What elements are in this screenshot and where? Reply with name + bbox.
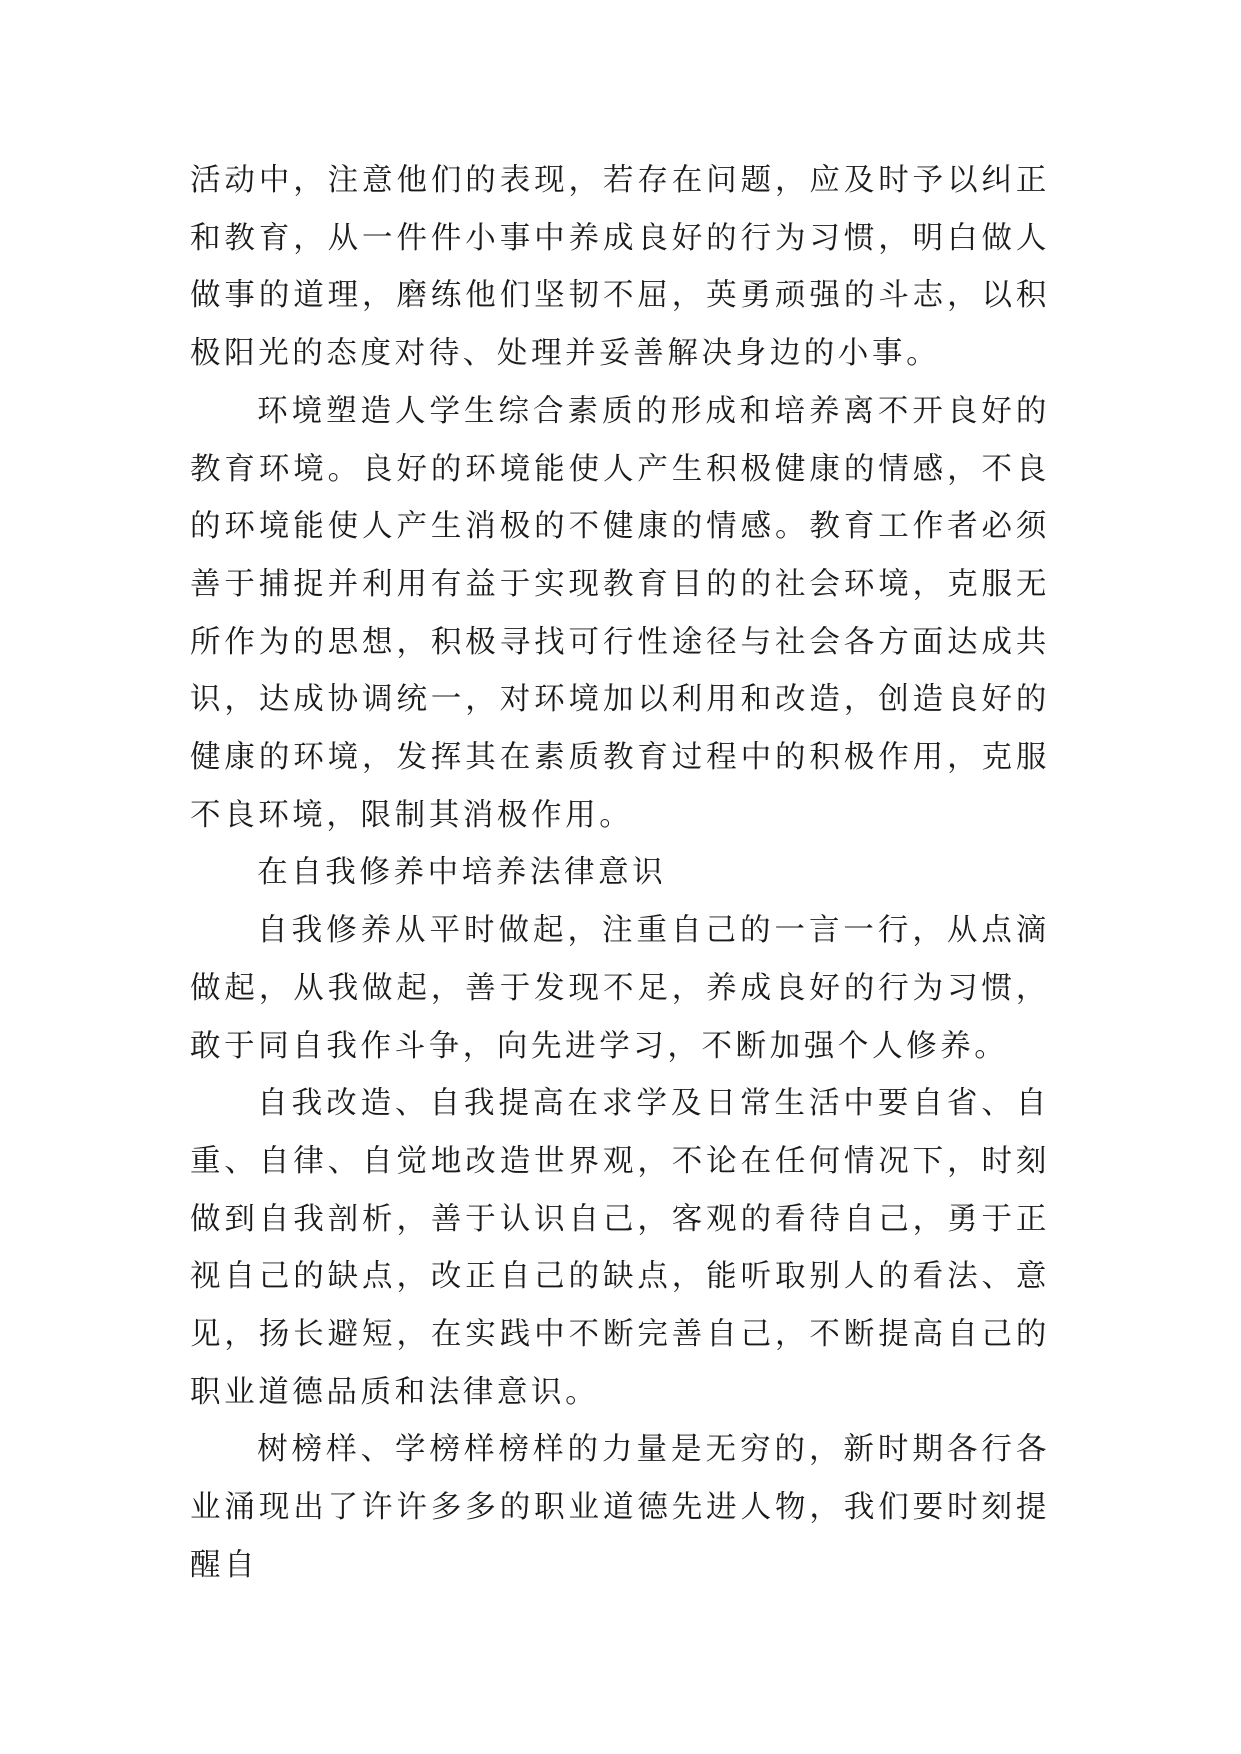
paragraph: 环境塑造人学生综合素质的形成和培养离不开良好的教育环境。良好的环境能使人产生积极健康的情感，不良的环境能使人产生消极的不健康的情感。教育工作者必须善于捕捉并利用有益于实现教育目的的社会环境，克服无所作为的思想，积极寻找可行性途径与社会各方面达成共识，达成协调统一，对环境加以利用和改造，创造良好的健康的环境，发挥其在素质教育过程中的积极作用，克服不良环境，限制其消极作用。 [190, 393, 1050, 833]
paragraph: 自我改造、自我提高在求学及日常生活中要自省、自重、自律、自觉地改造世界观，不论在任何情况下，时刻做到自我剖析，善于认识自己，客观的看待自己，勇于正视自己的缺点，改正自己的缺点，能听取别人的看法、意见，扬长避短，在实践中不断完善自己，不断提高自己的职业道德品质和法律意识。 [190, 1086, 1050, 1410]
paragraph: 树榜样、学榜样榜样的力量是无穷的，新时期各行各业涌现出了许许多多的职业道德先进人物，我们要时刻提醒自 [190, 1432, 1050, 1583]
paragraph: 活动中，注意他们的表现，若存在问题，应及时予以纠正和教育，从一件件小事中养成良好的行为习惯，明白做人做事的道理，磨练他们坚韧不屈，英勇顽强的斗志，以积极阳光的态度对待、处理并妥善解决身边的小事。 [190, 163, 1050, 372]
section-heading: 在自我修养中培养法律意识 [257, 855, 667, 891]
paragraph: 自我修养从平时做起，注重自己的一言一行，从点滴做起，从我做起，善于发现不足，养成良好的行为习惯，敢于同自我作斗争，向先进学习，不断加强个人修养。 [190, 913, 1050, 1064]
body-text [190, 152, 1050, 1595]
